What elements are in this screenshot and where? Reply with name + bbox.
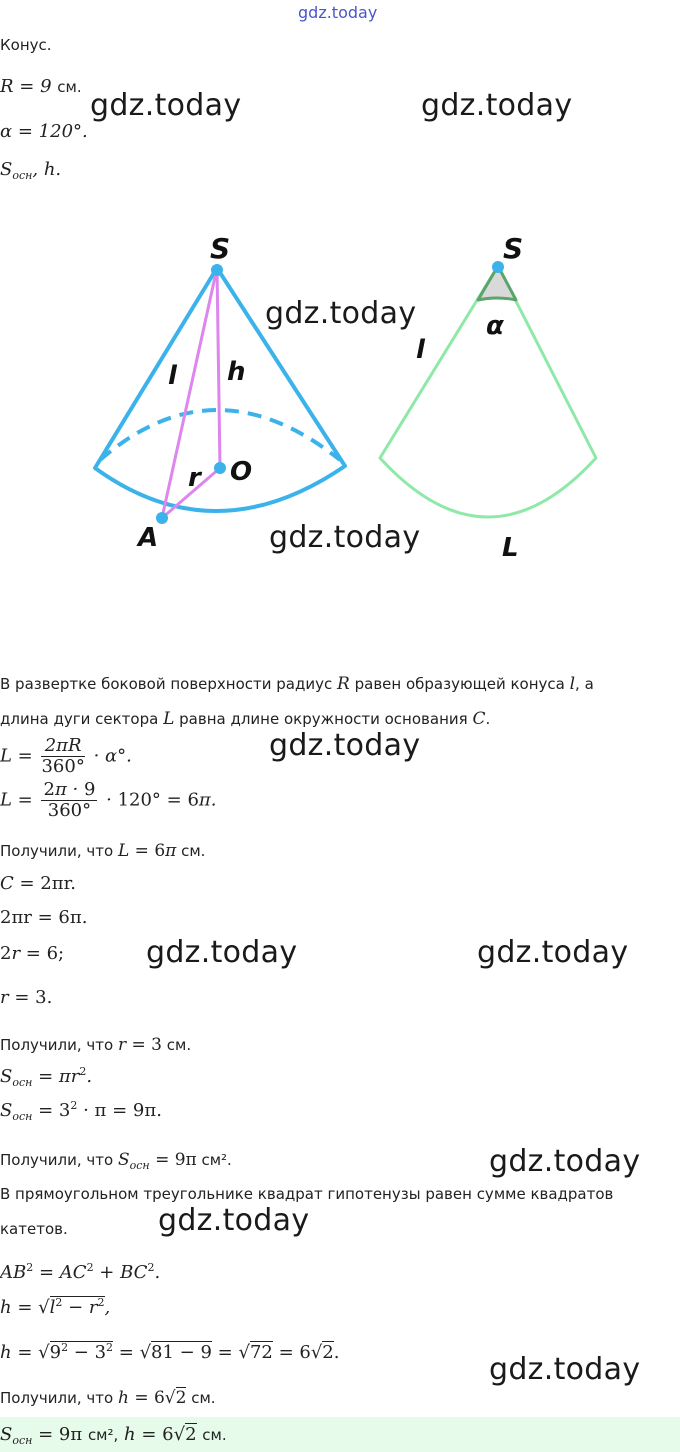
label-point-a: A: [138, 523, 159, 553]
got-label-4: Получили, что: [0, 1389, 114, 1407]
p1-symbol-r: R: [337, 674, 350, 694]
watermark: gdz.today: [158, 1203, 310, 1238]
formula-arc-length: L = $\frac{2\pi R}{360^\circ}$ · α°.: [0, 735, 132, 777]
result-unit-4: см.: [191, 1389, 216, 1407]
watermark: gdz.today: [146, 935, 298, 970]
apex-point: [211, 264, 223, 276]
p2-part-a: длина дуги сектора: [0, 710, 159, 728]
label-center-o: O: [230, 457, 253, 487]
result-arc-length: Получили, что L = 6π см.: [0, 841, 206, 861]
height-line: [217, 268, 220, 468]
got-label-2: Получили, что: [0, 1036, 114, 1054]
p1-part-c: , а: [575, 675, 594, 693]
watermark: gdz.today: [489, 1352, 641, 1387]
label-apex-s: S: [210, 232, 231, 265]
label-radius-r: r: [188, 463, 201, 493]
watermark: gdz.today: [477, 935, 629, 970]
sector-label-arc-l: L: [502, 533, 519, 563]
watermark: gdz.today: [90, 88, 242, 123]
label-height-h: h: [227, 357, 246, 387]
paragraph-arc-length: [0, 709, 490, 729]
sector-label-radius-l: l: [416, 335, 425, 365]
watermark: gdz.today: [421, 88, 573, 123]
given-radius: [0, 76, 82, 97]
result-unit-2: см.: [166, 1036, 192, 1054]
result-unit-1: см.: [181, 842, 206, 860]
answer-line: $S_{осн} = 9\pi$ см², h = 6√2 см.: [0, 1424, 227, 1447]
formula-base-area: $S_{осн} = \pi r^2$.: [0, 1065, 93, 1089]
formula-pythagoras: $AB^2 = AC^2 + BC^2$.: [0, 1261, 161, 1283]
formula-circumference: C = 2πr.: [0, 873, 76, 894]
site-header-watermark[interactable]: gdz.today: [298, 3, 378, 22]
p1-part-b: равен образующей конуса: [354, 675, 565, 693]
p1-part-a: В развертке боковой поверхности радиус: [0, 675, 333, 693]
given-radius-unit: см.: [57, 78, 82, 96]
p2-part-c: .: [485, 710, 491, 728]
result-unit-3: см².: [201, 1151, 232, 1169]
p1-symbol-l: l: [569, 674, 576, 694]
center-point: [214, 462, 226, 474]
p2-symbol-c: C: [472, 709, 486, 729]
answer-unit-height: см.: [202, 1426, 227, 1444]
find-area-subscript: осн: [12, 169, 33, 182]
problem-title: Конус.: [0, 36, 52, 54]
paragraph-development: [0, 674, 594, 694]
label-slant-l: l: [168, 361, 177, 391]
answer-unit-area: см²,: [87, 1426, 119, 1444]
p2-part-b: равна длине окружности основания: [179, 710, 468, 728]
paragraph-pythagoras: В прямоугольном треугольнике квадрат гипотенузы равен сумме квадратов: [0, 1185, 614, 1203]
watermark: gdz.today: [265, 296, 417, 331]
p2-symbol-l: L: [163, 709, 175, 729]
result-height: Получили, что h = 6√2 см.: [0, 1388, 216, 1408]
given-radius-value: R = 9: [0, 76, 52, 97]
got-label-1: Получили, что: [0, 842, 114, 860]
sector-label-angle: α: [486, 311, 504, 341]
watermark: gdz.today: [269, 728, 421, 763]
find-area-symbol: S: [0, 159, 13, 180]
result-base-area: Получили, что $S_{осн} = 9\pi$ см².: [0, 1150, 232, 1172]
cone-and-development-figure: [0, 200, 680, 620]
formula-r: r = 3.: [0, 987, 53, 1008]
got-label-3: Получили, что: [0, 1151, 114, 1169]
formula-height: $h = √l^2 - r^2$,: [0, 1296, 111, 1318]
formula-base-area-value: $S_{осн} = 3^2 \cdot \pi = 9\pi$.: [0, 1099, 162, 1123]
result-radius: Получили, что r = 3 см.: [0, 1035, 192, 1055]
find-quantities: [0, 159, 61, 180]
find-rest: , h.: [32, 159, 62, 180]
sector-label-apex-s: S: [503, 232, 524, 265]
watermark: gdz.today: [269, 520, 421, 555]
formula-2r: 2r = 6;: [0, 943, 65, 964]
watermark: gdz.today: [489, 1144, 641, 1179]
formula-height-value: $h = √9^2 - 3^2 = √81 - 9 = √72 = 6√2$.: [0, 1341, 340, 1363]
formula-arc-length-value: L = $\frac{2\pi \cdot 9}{360^\circ}$ · 120° = 6π.: [0, 779, 217, 821]
formula-circumference-equal: 2πr = 6π.: [0, 907, 88, 928]
paragraph-pythagoras-end: катетов.: [0, 1220, 68, 1238]
given-angle: α = 120°.: [0, 121, 88, 142]
